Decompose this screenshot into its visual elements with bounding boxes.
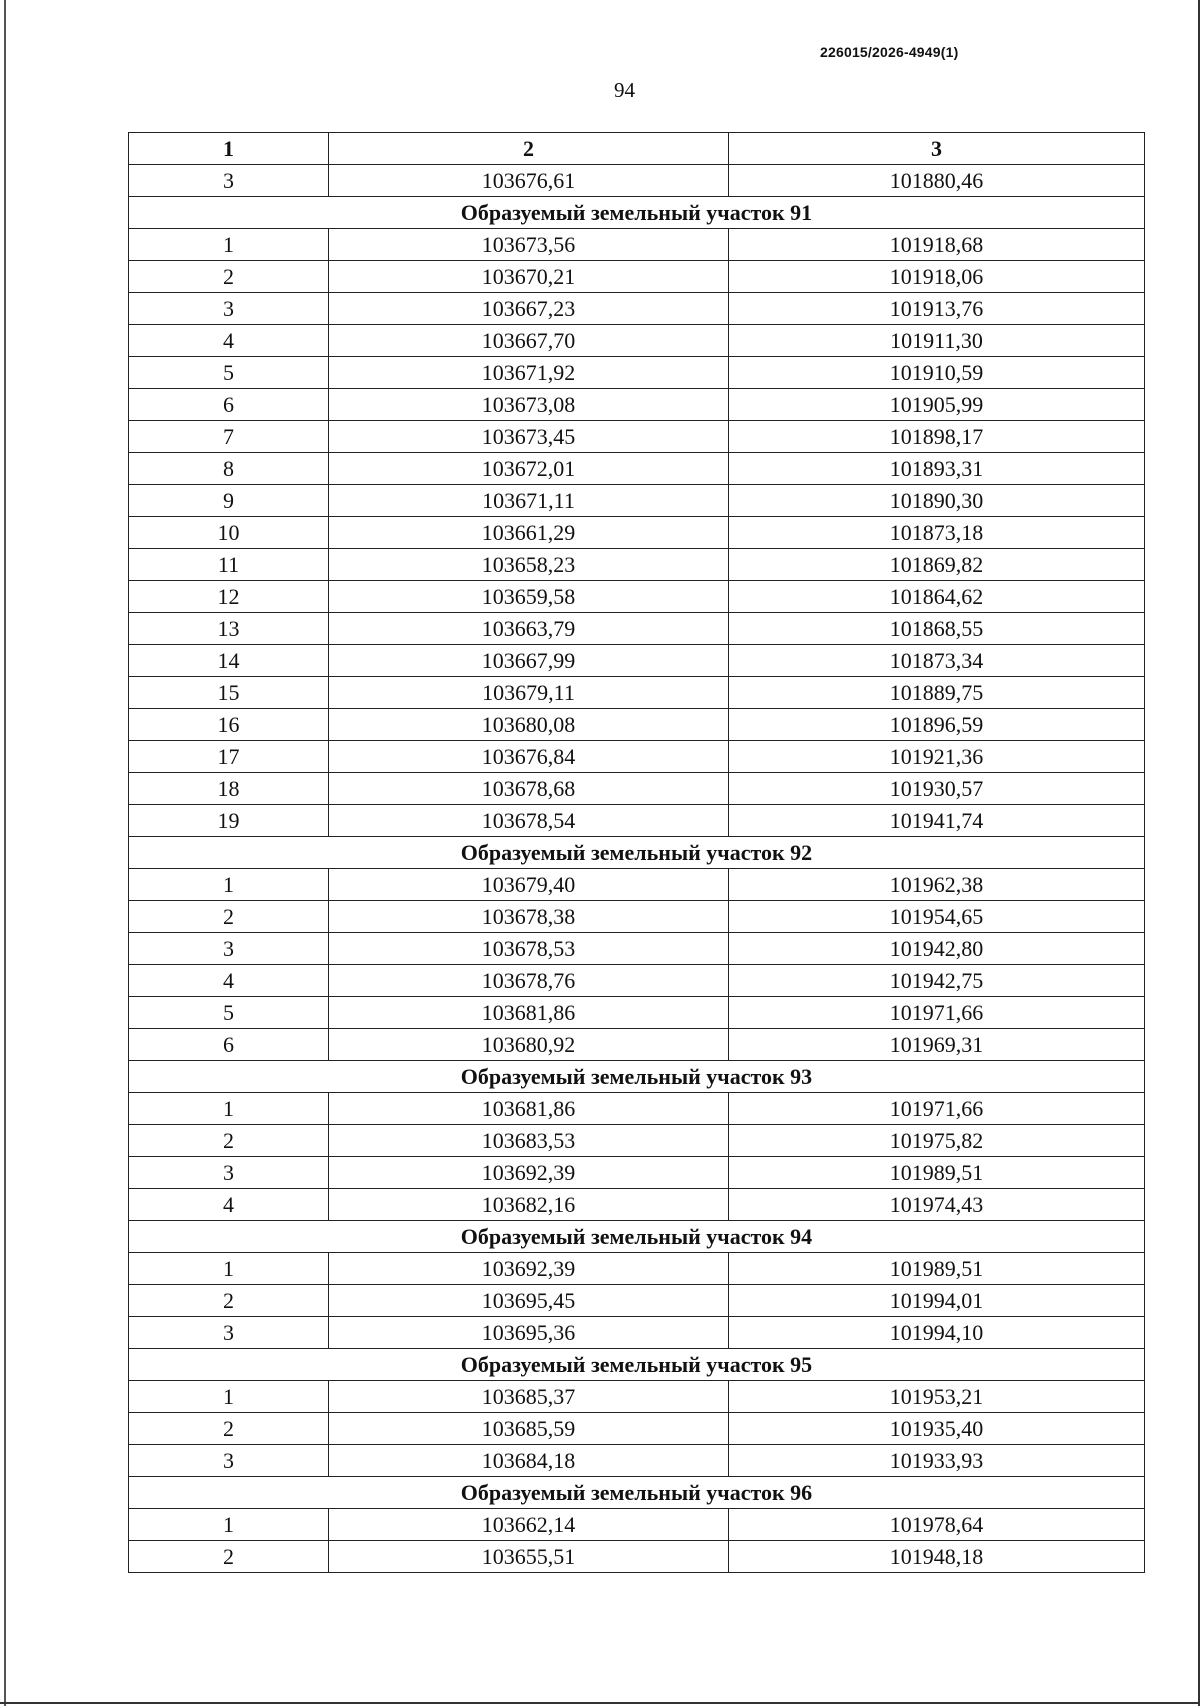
y-coordinate-cell: 101898,17 — [729, 421, 1145, 453]
table-row — [129, 1317, 1145, 1349]
point-number-cell: 6 — [129, 1029, 329, 1061]
coordinates-table — [128, 132, 1145, 1573]
x-coordinate-cell: 103667,70 — [329, 325, 729, 357]
point-number-cell: 13 — [129, 613, 329, 645]
y-coordinate-cell: 101913,76 — [729, 293, 1145, 325]
table-row — [129, 581, 1145, 613]
x-coordinate-cell: 103692,39 — [329, 1253, 729, 1285]
table-row — [129, 1189, 1145, 1221]
y-coordinate-cell: 101911,30 — [729, 325, 1145, 357]
point-number-cell: 5 — [129, 357, 329, 389]
x-coordinate-cell: 103695,45 — [329, 1285, 729, 1317]
y-coordinate-cell: 101974,43 — [729, 1189, 1145, 1221]
table-row — [129, 1509, 1145, 1541]
page-edge-bottom — [0, 1702, 1200, 1704]
y-coordinate-cell: 101910,59 — [729, 357, 1145, 389]
column-header: 2 — [329, 133, 729, 165]
x-coordinate-cell: 103680,92 — [329, 1029, 729, 1061]
y-coordinate-cell: 101994,01 — [729, 1285, 1145, 1317]
y-coordinate-cell: 101918,68 — [729, 229, 1145, 261]
y-coordinate-cell: 101930,57 — [729, 773, 1145, 805]
point-number-cell: 1 — [129, 229, 329, 261]
section-title: Образуемый земельный участок 96 — [129, 1477, 1145, 1509]
point-number-cell: 3 — [129, 1445, 329, 1477]
x-coordinate-cell: 103678,54 — [329, 805, 729, 837]
table-row — [129, 1157, 1145, 1189]
table-row — [129, 549, 1145, 581]
y-coordinate-cell: 101975,82 — [729, 1125, 1145, 1157]
table-row — [129, 1381, 1145, 1413]
section-title: Образуемый земельный участок 93 — [129, 1061, 1145, 1093]
point-number-cell: 19 — [129, 805, 329, 837]
x-coordinate-cell: 103663,79 — [329, 613, 729, 645]
x-coordinate-cell: 103661,29 — [329, 517, 729, 549]
section-header-row — [129, 1477, 1145, 1509]
point-number-cell: 10 — [129, 517, 329, 549]
table-row — [129, 357, 1145, 389]
y-coordinate-cell: 101869,82 — [729, 549, 1145, 581]
x-coordinate-cell: 103659,58 — [329, 581, 729, 613]
section-title: Образуемый земельный участок 95 — [129, 1349, 1145, 1381]
table-row — [129, 1029, 1145, 1061]
table-row — [129, 613, 1145, 645]
table-row — [129, 453, 1145, 485]
x-coordinate-cell: 103681,86 — [329, 1093, 729, 1125]
x-coordinate-cell: 103670,21 — [329, 261, 729, 293]
table-row — [129, 229, 1145, 261]
point-number-cell: 4 — [129, 325, 329, 357]
x-coordinate-cell: 103678,76 — [329, 965, 729, 997]
x-coordinate-cell: 103679,11 — [329, 677, 729, 709]
table-row — [129, 1445, 1145, 1477]
document-id: 226015/2026-4949(1) — [820, 44, 959, 60]
table-row — [129, 517, 1145, 549]
table-body — [129, 165, 1145, 1573]
x-coordinate-cell: 103682,16 — [329, 1189, 729, 1221]
table-row — [129, 389, 1145, 421]
point-number-cell: 2 — [129, 1541, 329, 1573]
x-coordinate-cell: 103667,99 — [329, 645, 729, 677]
section-title: Образуемый земельный участок 91 — [129, 197, 1145, 229]
point-number-cell: 12 — [129, 581, 329, 613]
x-coordinate-cell: 103676,84 — [329, 741, 729, 773]
page-number: 94 — [614, 78, 635, 102]
y-coordinate-cell: 101971,66 — [729, 997, 1145, 1029]
y-coordinate-cell: 101962,38 — [729, 869, 1145, 901]
table-row — [129, 485, 1145, 517]
y-coordinate-cell: 101941,74 — [729, 805, 1145, 837]
table-row — [129, 773, 1145, 805]
x-coordinate-cell: 103678,53 — [329, 933, 729, 965]
point-number-cell: 9 — [129, 485, 329, 517]
table-row — [129, 805, 1145, 837]
x-coordinate-cell: 103685,59 — [329, 1413, 729, 1445]
table-row — [129, 421, 1145, 453]
x-coordinate-cell: 103655,51 — [329, 1541, 729, 1573]
x-coordinate-cell: 103684,18 — [329, 1445, 729, 1477]
point-number-cell: 4 — [129, 965, 329, 997]
point-number-cell: 18 — [129, 773, 329, 805]
point-number-cell: 16 — [129, 709, 329, 741]
x-coordinate-cell: 103678,38 — [329, 901, 729, 933]
y-coordinate-cell: 101905,99 — [729, 389, 1145, 421]
table-header-row — [129, 133, 1145, 165]
point-number-cell: 15 — [129, 677, 329, 709]
y-coordinate-cell: 101918,06 — [729, 261, 1145, 293]
y-coordinate-cell: 101978,64 — [729, 1509, 1145, 1541]
point-number-cell: 1 — [129, 1253, 329, 1285]
column-header: 3 — [729, 133, 1145, 165]
point-number-cell: 3 — [129, 165, 329, 197]
point-number-cell: 3 — [129, 1317, 329, 1349]
point-number-cell: 2 — [129, 1125, 329, 1157]
y-coordinate-cell: 101873,18 — [729, 517, 1145, 549]
table-row — [129, 709, 1145, 741]
point-number-cell: 1 — [129, 1093, 329, 1125]
y-coordinate-cell: 101948,18 — [729, 1541, 1145, 1573]
x-coordinate-cell: 103685,37 — [329, 1381, 729, 1413]
column-header: 1 — [129, 133, 329, 165]
y-coordinate-cell: 101969,31 — [729, 1029, 1145, 1061]
point-number-cell: 3 — [129, 933, 329, 965]
section-header-row — [129, 197, 1145, 229]
point-number-cell: 7 — [129, 421, 329, 453]
point-number-cell: 6 — [129, 389, 329, 421]
x-coordinate-cell: 103658,23 — [329, 549, 729, 581]
point-number-cell: 2 — [129, 261, 329, 293]
x-coordinate-cell: 103695,36 — [329, 1317, 729, 1349]
x-coordinate-cell: 103673,56 — [329, 229, 729, 261]
table-row — [129, 933, 1145, 965]
y-coordinate-cell: 101935,40 — [729, 1413, 1145, 1445]
point-number-cell: 3 — [129, 293, 329, 325]
page-edge-left — [4, 0, 6, 1706]
y-coordinate-cell: 101971,66 — [729, 1093, 1145, 1125]
table-row — [129, 165, 1145, 197]
table-row — [129, 677, 1145, 709]
y-coordinate-cell: 101868,55 — [729, 613, 1145, 645]
table-row — [129, 1541, 1145, 1573]
y-coordinate-cell: 101994,10 — [729, 1317, 1145, 1349]
table-row — [129, 965, 1145, 997]
table-row — [129, 645, 1145, 677]
point-number-cell: 1 — [129, 1381, 329, 1413]
table-row — [129, 261, 1145, 293]
x-coordinate-cell: 103678,68 — [329, 773, 729, 805]
point-number-cell: 1 — [129, 869, 329, 901]
x-coordinate-cell: 103662,14 — [329, 1509, 729, 1541]
y-coordinate-cell: 101889,75 — [729, 677, 1145, 709]
section-title: Образуемый земельный участок 94 — [129, 1221, 1145, 1253]
y-coordinate-cell: 101942,75 — [729, 965, 1145, 997]
point-number-cell: 3 — [129, 1157, 329, 1189]
x-coordinate-cell: 103681,86 — [329, 997, 729, 1029]
table-row — [129, 997, 1145, 1029]
y-coordinate-cell: 101864,62 — [729, 581, 1145, 613]
x-coordinate-cell: 103692,39 — [329, 1157, 729, 1189]
x-coordinate-cell: 103680,08 — [329, 709, 729, 741]
x-coordinate-cell: 103672,01 — [329, 453, 729, 485]
table-row — [129, 325, 1145, 357]
x-coordinate-cell: 103671,11 — [329, 485, 729, 517]
point-number-cell: 2 — [129, 901, 329, 933]
x-coordinate-cell: 103679,40 — [329, 869, 729, 901]
point-number-cell: 1 — [129, 1509, 329, 1541]
y-coordinate-cell: 101953,21 — [729, 1381, 1145, 1413]
table-row — [129, 901, 1145, 933]
y-coordinate-cell: 101989,51 — [729, 1157, 1145, 1189]
section-header-row — [129, 1221, 1145, 1253]
table-row — [129, 1285, 1145, 1317]
y-coordinate-cell: 101989,51 — [729, 1253, 1145, 1285]
section-title: Образуемый земельный участок 92 — [129, 837, 1145, 869]
y-coordinate-cell: 101890,30 — [729, 485, 1145, 517]
x-coordinate-cell: 103673,08 — [329, 389, 729, 421]
y-coordinate-cell: 101873,34 — [729, 645, 1145, 677]
x-coordinate-cell: 103667,23 — [329, 293, 729, 325]
x-coordinate-cell: 103671,92 — [329, 357, 729, 389]
y-coordinate-cell: 101896,59 — [729, 709, 1145, 741]
table-row — [129, 1413, 1145, 1445]
section-header-row — [129, 837, 1145, 869]
table-row — [129, 293, 1145, 325]
point-number-cell: 8 — [129, 453, 329, 485]
section-header-row — [129, 1061, 1145, 1093]
point-number-cell: 2 — [129, 1285, 329, 1317]
table-row — [129, 1125, 1145, 1157]
x-coordinate-cell: 103676,61 — [329, 165, 729, 197]
y-coordinate-cell: 101893,31 — [729, 453, 1145, 485]
table-row — [129, 741, 1145, 773]
point-number-cell: 2 — [129, 1413, 329, 1445]
x-coordinate-cell: 103673,45 — [329, 421, 729, 453]
point-number-cell: 17 — [129, 741, 329, 773]
y-coordinate-cell: 101880,46 — [729, 165, 1145, 197]
point-number-cell: 11 — [129, 549, 329, 581]
y-coordinate-cell: 101933,93 — [729, 1445, 1145, 1477]
table-row — [129, 1093, 1145, 1125]
y-coordinate-cell: 101942,80 — [729, 933, 1145, 965]
point-number-cell: 4 — [129, 1189, 329, 1221]
table-row — [129, 869, 1145, 901]
y-coordinate-cell: 101921,36 — [729, 741, 1145, 773]
y-coordinate-cell: 101954,65 — [729, 901, 1145, 933]
section-header-row — [129, 1349, 1145, 1381]
table-row — [129, 1253, 1145, 1285]
point-number-cell: 14 — [129, 645, 329, 677]
point-number-cell: 5 — [129, 997, 329, 1029]
x-coordinate-cell: 103683,53 — [329, 1125, 729, 1157]
